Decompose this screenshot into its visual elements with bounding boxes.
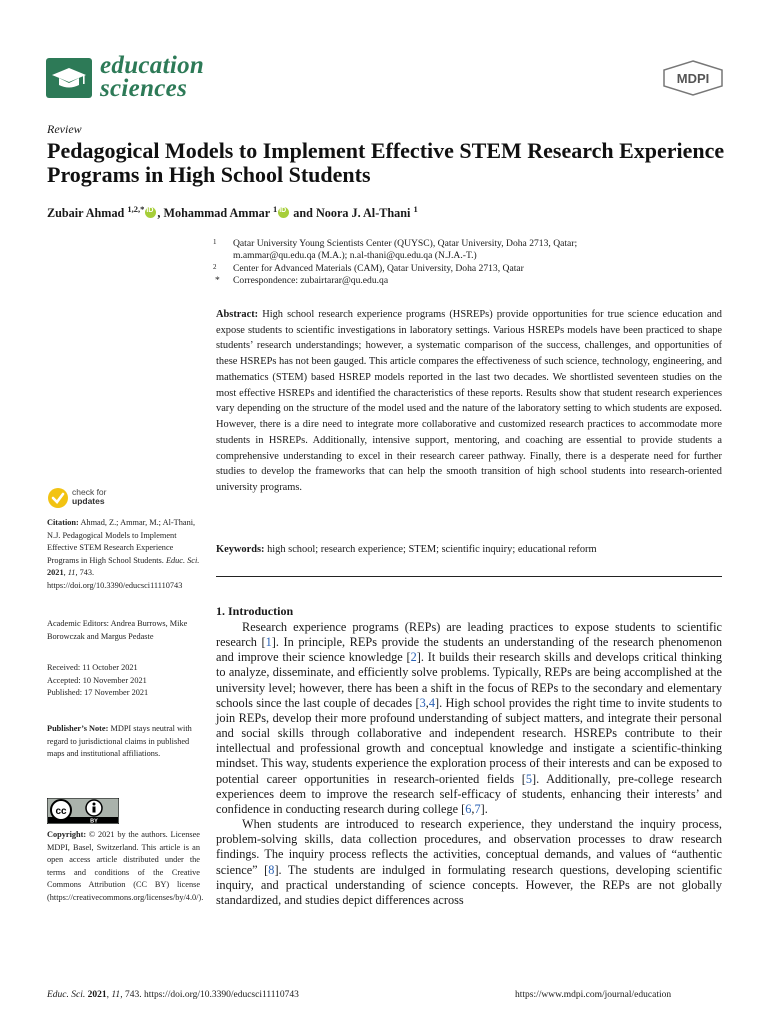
citation-doi-link[interactable]: https://doi.org/10.3390/educsci11110743 (47, 580, 183, 590)
author-2[interactable]: Mohammad Ammar (163, 206, 270, 220)
check-for-updates-button[interactable] (47, 485, 167, 511)
page-title: Pedagogical Models to Implement Effective STEM Research Experience Programs in High School Students (47, 138, 725, 187)
keywords-text: high school; research experience; STEM; scientific inquiry; educational reform (264, 544, 597, 555)
section-heading: 1. Introduction (216, 604, 294, 618)
svg-text:BY: BY (90, 818, 98, 824)
journal-name (100, 54, 204, 100)
citation-link[interactable]: 2 (410, 650, 417, 665)
author-2-affil: 1 (272, 204, 278, 214)
citation-link[interactable]: 1 (265, 635, 272, 650)
article-type: Review (47, 122, 82, 136)
mdpi-logo-text: MDPI (676, 71, 710, 86)
accepted-date: Accepted: 10 November 2021 (47, 675, 147, 685)
mdpi-logo-icon (662, 60, 724, 96)
cc-by-icon (47, 798, 119, 824)
body-text (216, 620, 722, 908)
check-updates-line2: updates (72, 496, 105, 506)
journal-name-line1: education (100, 52, 205, 79)
affiliations (213, 238, 723, 287)
orcid-icon[interactable] (278, 207, 289, 218)
citation-link[interactable]: 5 (525, 771, 532, 786)
divider (216, 576, 722, 577)
copyright: Copyright: © 2021 by the authors. Licensee MDPI, Basel, Switzerland. This article is an open access article distributed under the terms and conditions of the Creative Commons Attribution (CC BY) license (https://creativecommons.org/licenses/by/4.0/). (47, 830, 204, 902)
received-date: Received: 11 October 2021 (47, 663, 138, 672)
journal-logo-icon (46, 58, 92, 98)
check-updates-icon (47, 487, 69, 509)
publisher-note: Publisher’s Note: MDPI stays neutral with regard to jurisdictional claims in published maps and institutional affiliations. (47, 724, 192, 759)
author-1[interactable]: Zubair Ahmad (47, 206, 125, 220)
author-1-affil: 1,2,* (127, 204, 145, 214)
paragraph: Research experience programs (REPs) are leading practices to expose students to scientific research [1]. In principle, REPs provide the students an understanding of the research phenomenon and improve their science knowledge [2]. It builds their research skills and develops critical thinking to analyze, disseminate, and efficiently solve problems. Typically, REPs are being accomplished at the university level; however, there has been a shift in the focus of REPs to the secondary and elementary schools since the last couple of decades [3,4]. High school provides the right time to invite students to join REPs, develop their more profound understanding of subject matters, and integrate their personal and social skills through collaborative and independent research. HSREPs contribute to their intellectual and professional growth and conceptual knowledge and instigate a scientific-thinking mindset. This way, students experience the exploration process of their interests and can be exposed to potential career opportunities in research-oriented fields [5]. Additionally, pre-college research experiences deem to improve the research self-efficacy of students, enhancing their interests’ and confidence in conducting research during college [6,7]. (216, 620, 722, 816)
author-list: Zubair Ahmad $^{1,2,*}$iD , Mohammad Ammar $^1$iD and Noora J. Al-Thani $^1$ (47, 204, 418, 221)
abstract-label: Abstract: (216, 309, 259, 320)
author-3-affil: 1 (413, 204, 418, 214)
footer-journal-url[interactable]: https://www.mdpi.com/journal/education (515, 990, 672, 1000)
affiliation-1: 1 Qatar University Young Scientists Center (QUYSC), Qatar University, Doha 2713, Qatar; m.ammar@qu.edu.qa (M.A.); n.al-thani@qu.edu.qa (N.J.A.-T.) (213, 238, 578, 262)
footer-citation: Educ. Sci. 2021, 11, 743. https://doi.org/10.3390/educsci11110743 (47, 990, 299, 1000)
citation-link[interactable]: 7 (474, 801, 481, 816)
author-3[interactable]: Noora J. Al-Thani (315, 206, 411, 220)
citation-text: Ahmad, Z.; Ammar, M.; Al-Thani, N.J. Pedagogical Models to Implement Effective STEM Research Experience Programs in High School Students. (47, 518, 196, 565)
check-updates-line1: check for (72, 487, 107, 497)
abstract-text: High school research experience programs (HSREPs) provide opportunities for true science education and expose students to scientific investigations in laboratory settings. Various HSREPs models have been practiced to shape students’ research understandings; however, a systematic comparison of the success, challenges, and opportunities of these HSREPs has not been gauged. This article compares the effectiveness of such science, technology, engineering, and mathematics (STEM) based HSREP models reported in the last two decades. We shortlisted seventeen studies on the most effective HSREPs and identified the characteristics of these reports. Results show that student research experiences vary depending on the structure of the model used and the nature of the laboratory setting to which students are exposed. However, there is a dire need to integrate more collaborative and customized research practices to accommodate more students in HSREPs. Additionally, intensive support, mentoring, and coaching are essential to provide students a comprehensive understanding to excel in their research career pathway. Finally, there is a desperate need for further studies to develop the frameworks that can help the smooth transition of high school students into research-oriented university programs. (216, 309, 722, 494)
published-date: Published: 17 November 2021 (47, 688, 149, 698)
abstract (216, 307, 722, 496)
citation-link[interactable]: 6 (465, 801, 472, 816)
keywords-label: Keywords: (216, 544, 265, 555)
affiliation-2: 2 Center for Advanced Materials (CAM), Qatar University, Doha 2713, Qatar (213, 262, 524, 274)
citation-link[interactable]: 8 (268, 862, 275, 877)
dates-block (47, 662, 200, 700)
keywords (216, 544, 722, 555)
citation-link[interactable]: 4 (428, 695, 435, 710)
cc-by-license-badge[interactable] (47, 798, 119, 824)
journal-name-line2: sciences (100, 75, 188, 102)
citation-label: Citation: (47, 518, 79, 527)
svg-text:cc: cc (55, 806, 67, 817)
correspondence: * Correspondence: zubairtarar@qu.edu.qa (215, 274, 389, 286)
citation-block: Citation: Ahmad, Z.; Ammar, M.; Al-Thani, N.J. Pedagogical Models to Implement Effective STEM Research Experience Programs in High School Students. Educ. Sci. 2021, 11, 743. https://doi.org/10.3390/educsci11110743 (47, 518, 200, 590)
academic-editors: Academic Editors: Andrea Burrows, Mike Borowczak and Margus Pedaste (47, 619, 188, 641)
citation-link[interactable]: 3 (419, 695, 426, 710)
paragraph: When students are introduced to research experience, they understand the inquiry process, problem-solving skills, data collection procedures, and observation processes to draw research findings. The inquiry process reflects the activities, conceptual demands, and values of “authentic science” [8]. The students are indulged in formulating research questions, developing scientific inquiry, and practical understanding of science concepts. However, the REPs are not globally standardized, and studies depict differences across (216, 817, 722, 907)
orcid-icon[interactable] (145, 207, 156, 218)
